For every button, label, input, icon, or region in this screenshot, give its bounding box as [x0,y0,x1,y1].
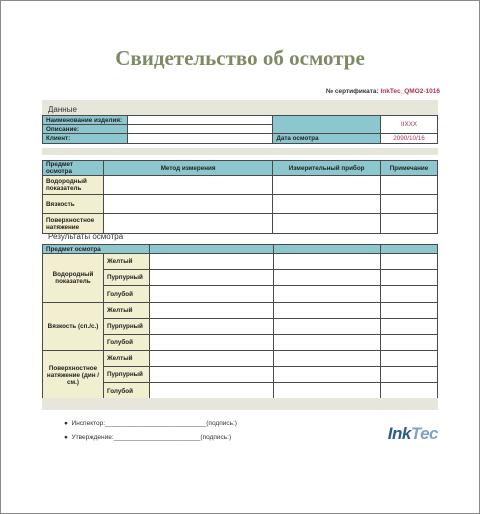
certificate-number [326,88,440,95]
instrument-cell[interactable] [273,176,381,195]
data-section-label: Данные [48,105,77,114]
result-cell[interactable] [273,383,381,400]
data-blank-cell [273,116,381,134]
color-yellow: Желтый [103,254,149,270]
result-cell[interactable] [381,254,438,270]
product-name-field[interactable] [127,116,272,125]
result-cell[interactable] [381,351,438,367]
approval-line [64,434,231,441]
color-cyan: Голубой [103,286,149,303]
result-cell[interactable] [273,270,381,286]
description-label: Описание: [43,125,128,134]
instrument-cell[interactable] [273,214,381,234]
inktec-logo: InkTec [387,424,438,443]
method-cell[interactable] [103,195,272,214]
results-bottom-bar [42,398,438,410]
result-cell[interactable] [273,286,381,303]
result-cell[interactable] [273,351,381,367]
client-field[interactable] [127,134,272,144]
method-row-surface-tension: Поверхностное натяжение [43,214,104,234]
product-name-label: Наименование изделия: [43,116,128,125]
method-header-subject: Предмет осмотра [43,161,104,176]
result-cell[interactable] [149,319,273,335]
results-header-blank [273,245,381,254]
certificate-value: InkTec_QMO2-1016 [380,88,440,95]
bullet-icon: ● [64,420,72,427]
inspector-line [64,420,237,427]
note-cell[interactable] [381,195,438,214]
result-cell[interactable] [149,303,273,319]
color-yellow: Желтый [103,303,149,319]
client-label: Клиент: [43,134,128,144]
result-cell[interactable] [149,351,273,367]
method-cell[interactable] [103,176,272,195]
method-row-ph: Водородный показатель [43,176,104,195]
result-cell[interactable] [381,383,438,400]
results-header-blank [149,245,273,254]
result-cell[interactable] [149,383,273,400]
color-cyan: Голубой [103,383,149,400]
method-cell[interactable] [103,214,272,234]
color-magenta: Пурпурный [103,367,149,383]
bullet-icon: ● [64,434,72,441]
results-header-subject: Предмет осмотра [43,245,150,254]
result-cell[interactable] [273,335,381,351]
results-header-blank [381,245,438,254]
approval-signature: Утверждение:________________________(подпись:) [71,434,232,441]
method-row-viscosity: Вязкость [43,195,104,214]
result-cell[interactable] [273,303,381,319]
document-title: Свидетельство об осмотре [115,46,365,70]
results-group-ph: Водородный показатель [43,254,104,303]
results-table [42,244,438,400]
code-value: IIXXX [381,116,438,134]
method-header-method: Метод измерения [103,161,272,176]
results-group-viscosity: Вязкость (сп./с.) [43,303,104,351]
results-group-surface-tension: Поверхностное натяжение (дин / см.) [43,351,104,400]
method-table [42,160,438,234]
result-cell[interactable] [381,303,438,319]
method-header-note: Примечание [381,161,438,176]
instrument-cell[interactable] [273,195,381,214]
result-cell[interactable] [381,319,438,335]
note-cell[interactable] [381,214,438,234]
result-cell[interactable] [273,254,381,270]
inspection-date-value: 2090/10/16 [381,134,438,144]
color-magenta: Пурпурный [103,319,149,335]
color-yellow: Желтый [103,351,149,367]
data-bottom-bar [42,148,438,155]
color-cyan: Голубой [103,335,149,351]
result-cell[interactable] [149,254,273,270]
certificate-label: № сертификата: [325,88,379,95]
result-cell[interactable] [273,319,381,335]
inspector-signature: Инспектор:____________________________(подпись:) [71,420,237,427]
method-header-instrument: Измерительный прибор [273,161,381,176]
inspection-date-label: Дата осмотра [273,134,381,144]
result-cell[interactable] [149,367,273,383]
result-cell[interactable] [149,286,273,303]
result-cell[interactable] [273,367,381,383]
result-cell[interactable] [381,367,438,383]
result-cell[interactable] [149,270,273,286]
result-cell[interactable] [381,286,438,303]
data-section-bar [42,100,438,115]
result-cell[interactable] [381,270,438,286]
note-cell[interactable] [381,176,438,195]
description-field[interactable] [127,125,272,134]
data-table [42,115,438,144]
results-section-label: Результаты осмотра [48,232,124,241]
result-cell[interactable] [149,335,273,351]
color-magenta: Пурпурный [103,270,149,286]
result-cell[interactable] [381,335,438,351]
